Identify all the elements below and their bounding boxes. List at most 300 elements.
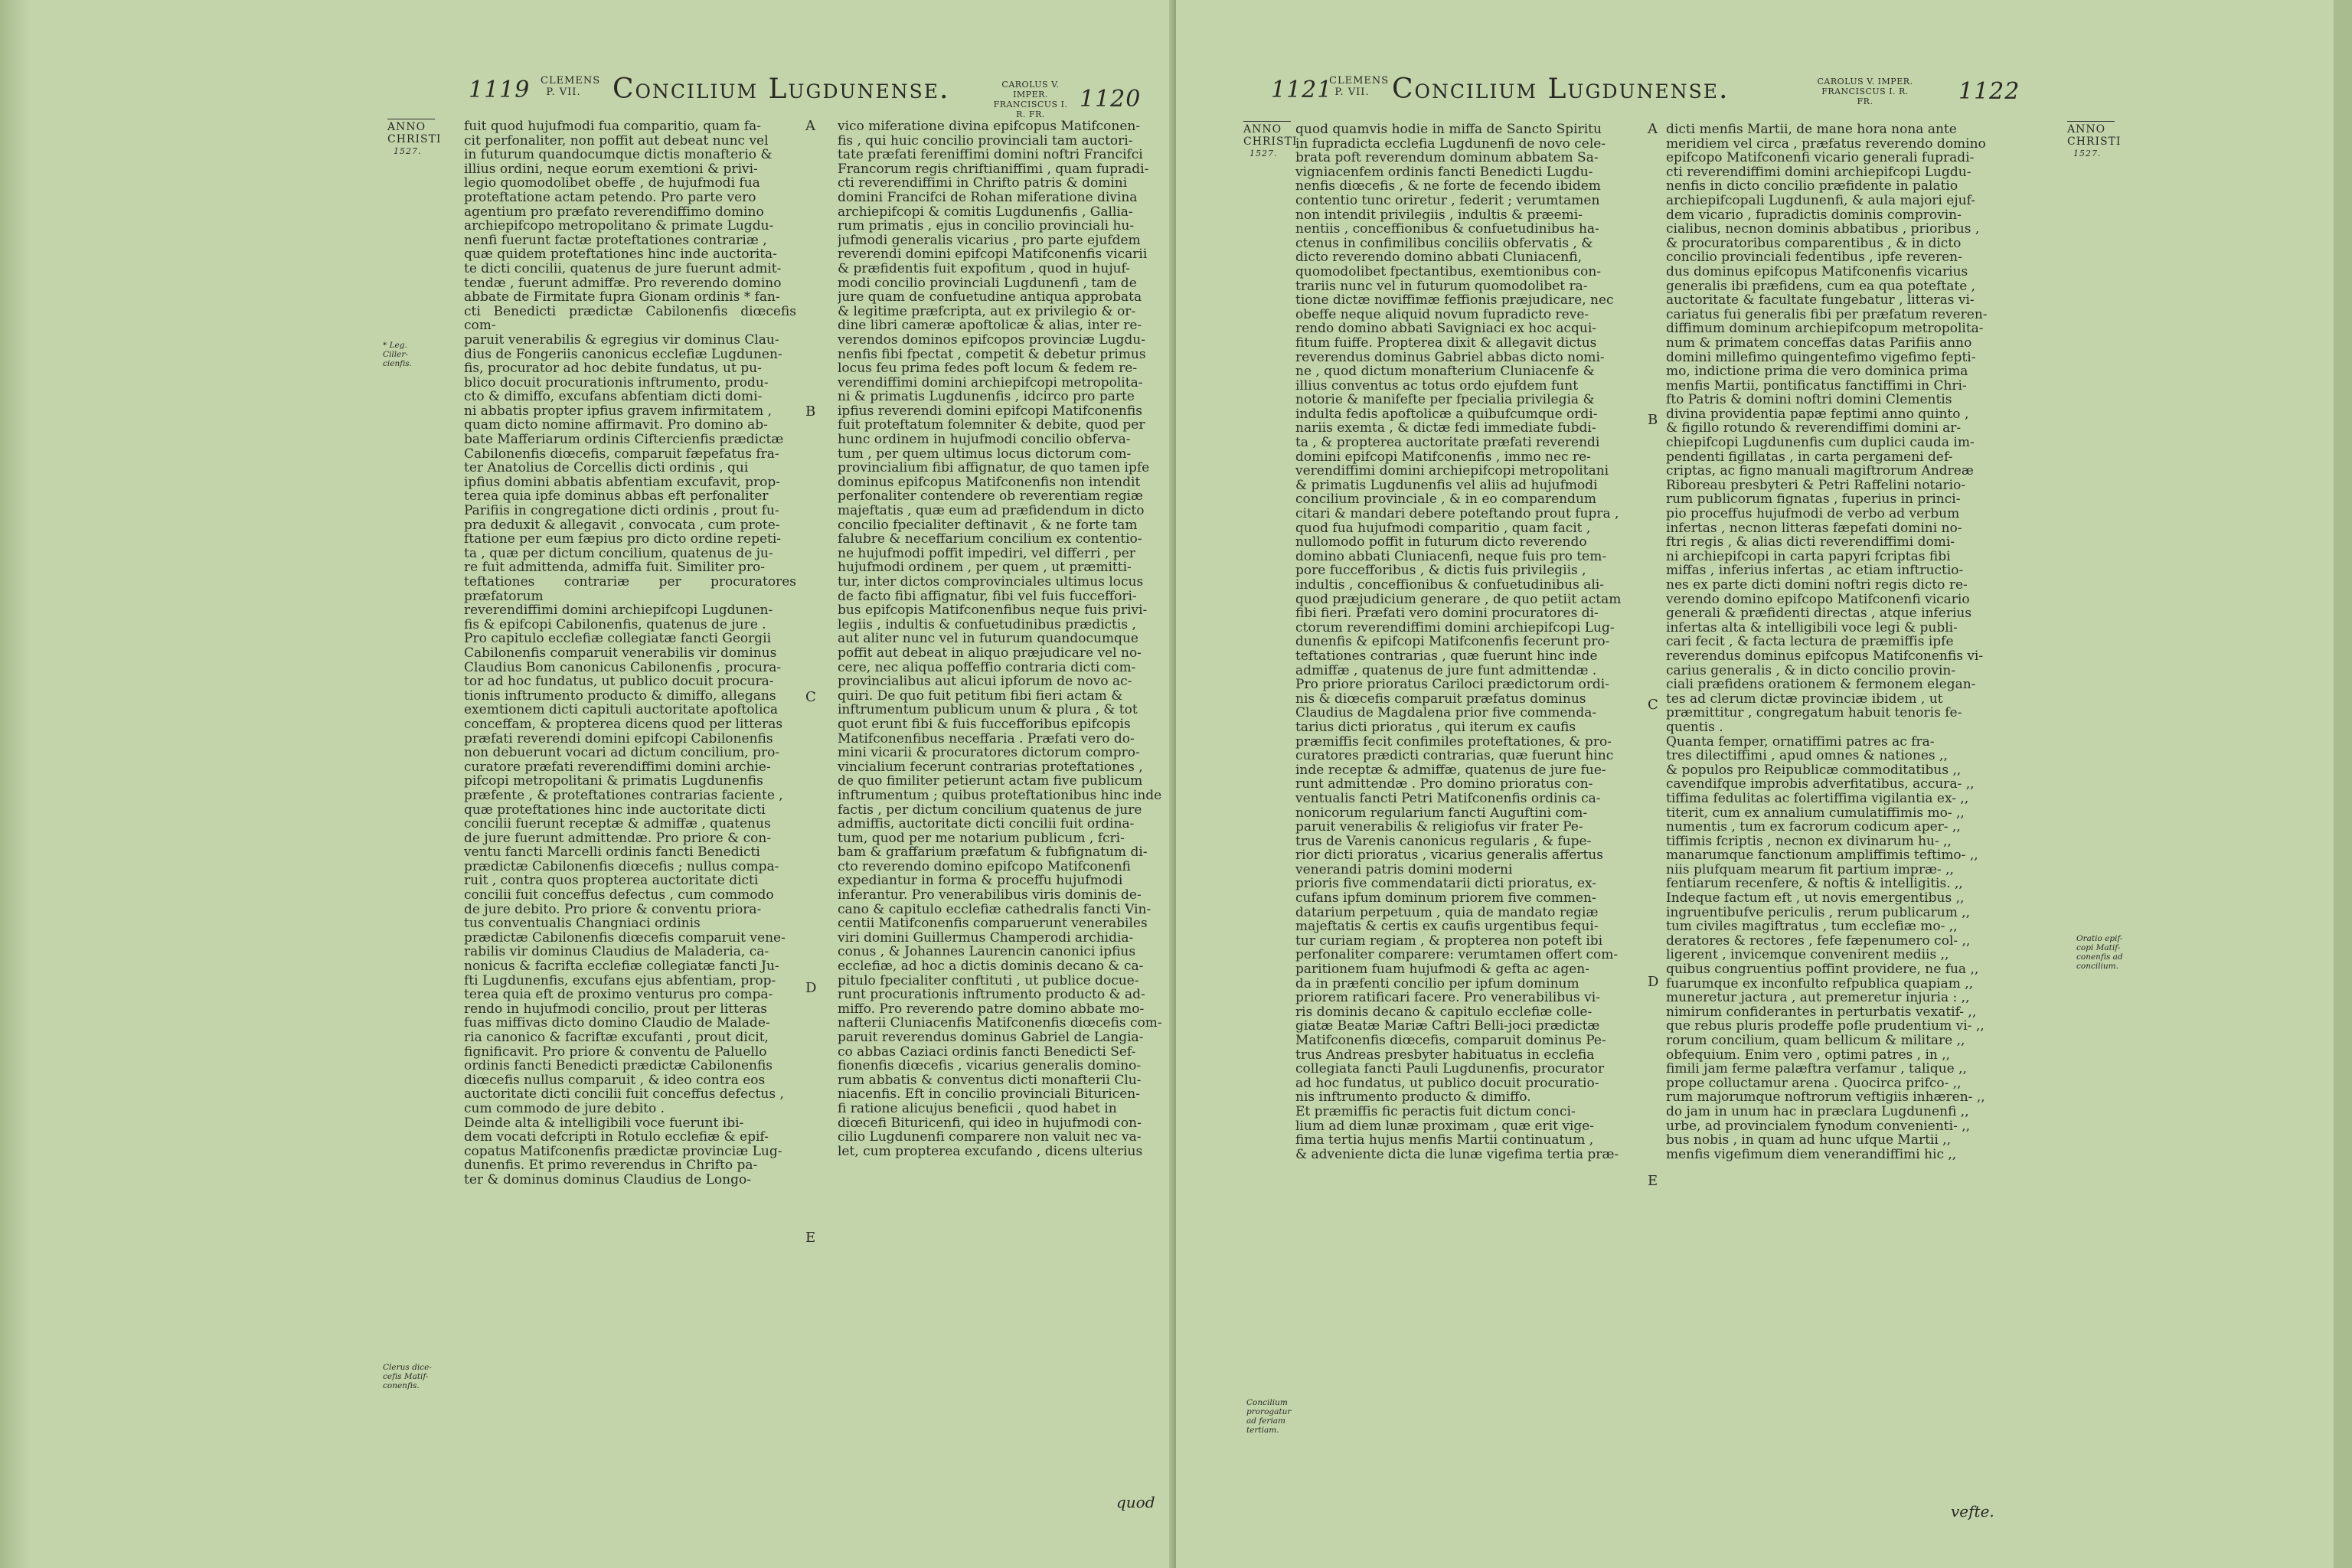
text-line: ordinis fancti Benedicti prædictæ Cabilonenfis [464, 1058, 773, 1074]
text-line: archiepifcopo metropolitano & primate Lugdu- [464, 218, 774, 234]
text-line: falubre & neceffarium concilium ex contentio- [838, 531, 1142, 547]
text-line: obeffe neque aliquid novum fupradicto reve- [1295, 306, 1589, 322]
text-line: rum publicorum fignatas , fuperius in princi- [1666, 492, 1961, 508]
text-line: & procuratoribus comparentibus , & in dicto [1666, 235, 1962, 251]
text-line: tionis inftrumento producto & dimiffo, allegans [464, 688, 776, 704]
text-line: rum abbatis & conventus dicti monafterii Clu- [838, 1072, 1142, 1088]
text-line: diœcefis nullus comparuit , & ideo contra eos [464, 1072, 766, 1088]
text-line: dem vicario , fupradictis dominis comprovin- [1666, 207, 1962, 223]
text-line: vincialium fecerunt contrarias proteftationes , [838, 759, 1143, 775]
text-line: nenfis diœcefis , & ne forte de fecendo ibidem [1295, 178, 1601, 194]
text-line: divina providentia papæ feptimi anno quinto , [1666, 406, 1969, 422]
text-line: conceffam, & propterea dicens quod per litteras [464, 716, 783, 732]
text-line: terea quia eft de proximo venturus pro compa- [464, 987, 773, 1003]
text-line: modi concilio provinciali Lugdunenfi , tam de [838, 275, 1137, 291]
text-line: Francorum regis chriftianiffimi , quam fupradi- [838, 161, 1149, 177]
text-line: provincialium fibi affignatur, de quo tamen ipfe [838, 460, 1150, 476]
left-margin-note-1: * Leg. Ciller-cienfis. [383, 341, 412, 368]
text-line: miffas , inferius infertas , ac etiam inftructio- [1666, 563, 1964, 579]
text-line: niis plufquam mearum fit partium impræ- ,, [1666, 861, 1954, 877]
anno-year: 1527. [394, 146, 422, 156]
text-line: carius generalis , & in dicto concilio provin- [1666, 662, 1956, 678]
text-line: ftatione per eum fæpius pro dicto ordine repeti- [464, 531, 782, 547]
text-line: reverendiffimi domini archiepifcopi Lugdunen- [464, 603, 773, 619]
text-line: dominus epifcopus Matifconenfis non intendit [838, 474, 1141, 490]
text-line: abbate de Firmitate fupra Gionam ordinis * fan- [464, 289, 780, 305]
text-line: curatores prædicti contrarias, quæ fuerunt hinc [1295, 748, 1614, 764]
text-line: admiffis, auctoritate dicti concilii fuit ordina- [838, 816, 1135, 832]
text-line: diffimum dominum archiepifcopum metropolita- [1666, 321, 1984, 337]
text-line: admiffæ , quatenus de jure funt admittendæ . [1295, 662, 1597, 678]
right-running-head [1176, 75, 2352, 113]
text-line: Deinde alta & intelligibili voce fuerunt ibi- [464, 1115, 744, 1131]
text-line: pendenti figillatas , in carta pergameni def- [1666, 449, 1953, 465]
text-line: perfonaliter contendere ob reverentiam regiæ [838, 488, 1143, 505]
text-line: runt procurationis inftrumento producto & ad- [838, 987, 1145, 1003]
text-line: nes ex parte dicti domini noftri regis dicto re- [1666, 577, 1968, 593]
left-column-1 [464, 119, 796, 1482]
text-line: reverendus dominus epifcopus Matifconenfis vi- [1666, 648, 1984, 664]
page-edge [2334, 0, 2352, 1568]
text-line: quot erunt fibi & fuis fuccefforibus epifcopis [838, 716, 1131, 732]
text-line: ris dominis decano & capitulo ecclefiæ colle- [1295, 1004, 1592, 1020]
text-line: nariis exemta , & dictæ fedi immediate fubdi- [1295, 420, 1596, 436]
text-line: aut aliter nunc vel in futurum quandocumque [838, 631, 1138, 647]
text-line: concilio provinciali fedentibus , ipfe reveren- [1666, 250, 1962, 266]
text-line: que rebus pluris prodeffe pofle prudentium vi- ,, [1666, 1018, 1984, 1034]
text-line: agentium pro præfato reverendiffimo domino [464, 204, 764, 220]
text-line: num & primatem conceffas datas Parifiis anno [1666, 335, 1972, 351]
text-line: nenfi fuerunt factæ proteftationes contrariæ , [464, 232, 767, 248]
text-line: quentis . [1666, 719, 1723, 735]
text-line: rorum concilium, quam bellicum & militare ,, [1666, 1033, 1965, 1048]
text-line: tres dilectiffimi , apud omnes & nationes ,, [1666, 748, 1948, 764]
text-line: infertas alta & intelligibili voce legi & publi- [1666, 619, 1958, 635]
text-line: dine libri cameræ apoftolicæ & alias, inter re- [838, 318, 1142, 334]
page-edge-shadow [0, 0, 31, 1568]
text-line: ni abbatis propter ipfius gravem infirmitatem , [464, 403, 773, 419]
text-line: ni & primatis Lugdunenfis , idcirco pro parte [838, 389, 1135, 405]
right-section-letter-c: C [1648, 697, 1658, 713]
text-line: reverendus dominus Gabriel abbas dicto nomi- [1295, 349, 1605, 365]
text-line: fis , qui huic concilio provinciali tam auctori- [838, 132, 1133, 149]
text-line: Quanta femper, ornatiffimi patres ac fra- [1666, 733, 1935, 750]
text-line: lium ad diem lunæ proximam , quæ erit vige- [1295, 1118, 1595, 1134]
text-line: Cabilonenfis comparuit venerabilis vir dominus [464, 645, 777, 661]
text-line: in fupradicta ecclefia Lugdunenfi de novo cele- [1295, 136, 1606, 152]
text-line: poffit aut debeat in aliquo præjudicare vel no- [838, 645, 1142, 661]
text-line: Matifconenfis diœcefis, comparuit dominus Pe- [1295, 1033, 1606, 1048]
right-page-number: 1121 [1271, 77, 1333, 103]
left-running-head [0, 74, 1176, 119]
text-line: quæ proteftationes hinc inde auctoritate dicti [464, 802, 766, 818]
text-line: de facto fibi affignatur, fibi vel fuis fucceffori- [838, 588, 1137, 604]
left-column-2 [838, 119, 1187, 1490]
text-line: dius de Fongeriis canonicus ecclefiæ Lugdunen- [464, 346, 782, 362]
text-line: provincialibus aut alicui ipforum de novo ac- [838, 674, 1132, 690]
text-line: cto reverendo domino epifcopo Matifconenfi [838, 858, 1131, 874]
text-line: venerandi patris domini moderni [1295, 861, 1513, 877]
christi-label: CHRISTI [2067, 136, 2122, 148]
text-line: præmittitur , congregatum habuit tenoris fe- [1666, 705, 1962, 721]
text-line: concilio fpecialiter deftinavit , & ne forte tam [838, 517, 1138, 533]
right-ruler-name: CAROLUS V. IMPER. [1817, 77, 1913, 87]
text-line: generalis ibi præfidens, cum ea qua poteftate , [1666, 278, 1976, 294]
text-line: in futurum quandocumque dictis monafterio & [464, 147, 773, 163]
text-line: Cabilonenfis diœcefis, comparuit fæpefatus fra- [464, 446, 779, 462]
text-line: concilium provinciale , & in eo comparendum [1295, 492, 1597, 508]
text-line: contentio tunc oriretur , federit ; verumtamen [1295, 192, 1600, 208]
text-line: ventualis fancti Petri Matifconenfis ordinis ca- [1295, 790, 1601, 806]
text-line: fentiarum recenfere, & noftis & intelligitis. ,, [1666, 876, 1963, 892]
text-line: tiffimis fcriptis , necnon ex divinarum hu- ,, [1666, 833, 1952, 849]
text-line: majeftatis & certis ex caufis urgentibus fequi- [1295, 919, 1599, 935]
left-ruler [989, 80, 1072, 119]
text-line: tor ad hoc fundatus, ut publico docuit procura- [464, 674, 774, 690]
text-line: ne hujufmodi poffit impediri, vel differri , per [838, 545, 1135, 561]
text-line: reverendi domini epifcopi Matifconenfis vicarii [838, 247, 1148, 263]
right-ruler [1816, 77, 1914, 106]
text-line: archiepifcopali Lugdunenfi, & aula majori ejuf- [1666, 192, 1975, 208]
text-line: verendiffimi domini archiepifcopi metropolitani [1295, 463, 1609, 479]
text-line: hujufmodi ordinem , per quem , ut præmitti- [838, 560, 1132, 576]
text-line: fignificavit. Pro priore & conventu de Paluello [464, 1044, 767, 1060]
left-page-number: 1119 [469, 77, 531, 103]
text-line: numentis , tum ex facrorum codicum aper- ,, [1666, 819, 1961, 835]
text-line: tus conventualis Changniaci ordinis [464, 916, 701, 932]
text-line: præfati reverendi domini epifcopi Cabilonenfis [464, 730, 773, 746]
text-line: proteftatione actam petendo. Pro parte vero [464, 189, 756, 205]
text-line: cit perfonaliter, non poffit aut debeat nunc vel [464, 132, 769, 149]
text-line: dicti menfis Martii, de mane hora nona ante [1666, 122, 1957, 137]
text-line: manarumque fanctionum ampliffimis teftimo- ,, [1666, 848, 1978, 864]
text-line: criptas, ac figno manuali magiftrorum Andreæ [1666, 463, 1974, 479]
text-line: Pro priore prioratus Cariloci prædictorum ordi- [1295, 677, 1609, 693]
text-line: verendos dominos epifcopos provinciæ Lugdu- [838, 332, 1145, 348]
text-line: bus epifcopis Matifconenfibus neque fuis privi- [838, 603, 1148, 619]
text-line: epifcopo Matifconenfi vicario generali fupradi- [1666, 150, 1975, 166]
text-line: nonicorum regularium fancti Auguftini com- [1295, 805, 1588, 821]
christi-label: CHRISTI [1243, 136, 1298, 148]
text-line: nis inftrumento producto & dimiffo. [1295, 1089, 1531, 1106]
text-line: fimili jam ferme palæftra verfamur , talique ,, [1666, 1061, 1967, 1077]
right-page [1176, 0, 2352, 1568]
text-line: fto Patris & domini noftri domini Clementis [1666, 392, 1952, 408]
text-line: factis , per dictum concilium quatenus de jure [838, 802, 1142, 818]
text-line: cano & capitulo ecclefiæ cathedralis fancti Vin- [838, 901, 1152, 917]
text-line: pitulo fpecialiter conftituti , ut publice docue- [838, 972, 1139, 988]
left-anno-christi [387, 119, 441, 158]
text-line: auctoritate dicti concilii fuit conceffus defectus , [464, 1086, 784, 1102]
text-line: fitum fuiffe. Propterea dixit & allegavit dictus [1295, 335, 1597, 351]
right-catchword: vefte. [1951, 1502, 1994, 1521]
text-line: quiri. De quo fuit petitum fibi fieri actam & [838, 688, 1123, 704]
text-line: dus dominus epifcopus Matifconenfis vicarius [1666, 263, 1968, 279]
text-line: nullomodo poffit in futurum dicto reverendo [1295, 534, 1587, 550]
text-line: pra deduxit & allegavit , convocata , cum prote- [464, 517, 780, 533]
text-line: dunenfis. Et primo reverendus in Chrifto pa- [464, 1158, 758, 1174]
text-line: legio quomodolibet obeffe , de hujufmodi fua [464, 175, 760, 191]
text-line: & legitime præfcripta, aut ex privilegio & or- [838, 303, 1136, 319]
text-line: dicto reverendo domino abbati Cluniacenfi, [1295, 250, 1582, 266]
text-line: fti Lugdunenfis, excufans ejus abfentiam, prop- [464, 972, 776, 988]
text-line: ad hoc fundatus, ut publico docuit procuratio- [1295, 1075, 1599, 1091]
text-line: nentiis , conceffionibus & confuetudinibus ha- [1295, 221, 1599, 237]
right-section-letter-d: D [1648, 974, 1659, 990]
text-line: legiis , indultis & confuetudinibus prædictis , [838, 616, 1136, 632]
text-line: bam & graffarium præfatum & fubfignatum di- [838, 844, 1148, 861]
text-line: teftationes contrarias , quæ fuerunt hinc inde [1295, 648, 1598, 664]
text-line: Claudius de Magdalena prior five commenda- [1295, 705, 1597, 721]
text-line: trus de Varenis canonicus regularis , & fupe- [1295, 833, 1592, 849]
text-line: quam dicto nomine affirmavit. Pro domino ab- [464, 417, 768, 433]
right-margin-note-2: Concilium prorogatur ad feriam tertiam. [1246, 1398, 1292, 1435]
text-line: miffo. Pro reverendo patre domino abbate mo- [838, 1001, 1145, 1017]
christi-label: CHRISTI [387, 133, 442, 145]
right-ruler-sub: FRANCISCUS I. R. FR. [1821, 87, 1909, 106]
text-line: ctenus in confimilibus conciliis obfervatis , & [1295, 235, 1593, 251]
right-column-1 [1295, 122, 1643, 1508]
text-line: nonicus & facrifta ecclefiæ collegiatæ fancti Ju- [464, 959, 779, 975]
text-line: ipfius domini abbatis abfentiam excufavit, prop- [464, 474, 780, 490]
text-line: vigniacenfem ordinis fancti Benedicti Lugdu- [1295, 164, 1593, 180]
text-line: indultis , conceffionibus & confuetudinibus ali- [1295, 577, 1604, 593]
text-line: curatore præfati reverendiffimi domini archie- [464, 759, 771, 775]
text-line: fuit proteftatum folemniter & debite, quod per [838, 417, 1145, 433]
text-line: illius conventus ac totus ordo ejufdem funt [1295, 377, 1579, 394]
text-line: ingruentibufve periculis , rerum publicarum ,, [1666, 904, 1971, 920]
text-line: fuit quod hujufmodi fua comparitio, quam fa- [464, 119, 761, 134]
text-line: ctorum reverendiffimi domini archiepifcopi Lug- [1295, 619, 1615, 635]
anno-rule [1243, 121, 1291, 122]
text-line: quod quamvis hodie in miffa de Sancto Spiritu [1295, 122, 1602, 137]
text-line: Indeque factum eft , ut novis emergentibus ,, [1666, 890, 1965, 906]
text-line: trus Andreas presbyter habituatus in ecclefia [1295, 1047, 1595, 1063]
text-line: ruit , contra quos propterea auctoritate dicti [464, 873, 759, 889]
text-line: giatæ Beatæ Mariæ Caftri Belli-joci prædictæ [1295, 1018, 1600, 1034]
text-line: expediantur in forma & proceffu hujufmodi [838, 873, 1123, 889]
text-line: let, cum propterea excufando , dicens ulterius [838, 1143, 1143, 1159]
text-line: cufans ipfum dominum priorem five commen- [1295, 890, 1596, 906]
text-line: terea quia ipfe dominus abbas eft perfonaliter [464, 488, 769, 505]
text-line: tendæ , fuerunt admiffæ. Pro reverendo domino [464, 275, 782, 291]
text-line: obfequium. Enim vero , optimi patres , in ,, [1666, 1047, 1951, 1063]
text-line: nimirum confiderantes in perturbatis vexatif- ,, [1666, 1004, 1977, 1020]
text-line: Et præmiffis fic peractis fuit dictum conci- [1295, 1103, 1576, 1119]
text-line: priorem ratificari facere. Pro venerabilibus vi- [1295, 990, 1600, 1006]
left-page-number-2: 1120 [1080, 86, 1142, 113]
text-line: ter & dominus dominus Claudius de Longo- [464, 1171, 751, 1187]
text-line: de quo fimiliter petierunt actam five publicum [838, 773, 1143, 789]
text-line: chiepifcopi Lugdunenfis cum duplici cauda im- [1666, 435, 1975, 451]
text-line: bus nobis , in quam ad hunc ufque Martii ,, [1666, 1132, 1951, 1148]
text-line: inftrumentum ; quibus proteftationibus hinc inde [838, 787, 1162, 803]
text-line: nenfis in dicto concilio præfidente in palatio [1666, 178, 1958, 194]
left-title: Concilium Lugdunense. [612, 74, 950, 105]
text-line: paruit reverendus dominus Gabriel de Langia- [838, 1030, 1144, 1045]
text-line: Pro capitulo ecclefiæ collegiatæ fancti Georgii [464, 631, 772, 647]
left-author [541, 75, 601, 98]
text-line: blico docuit procurationis inftrumento, produ- [464, 374, 769, 390]
text-line: tum civiles magiftratus , tum ecclefiæ mo- ,, [1666, 919, 1958, 935]
right-section-letter-b: B [1648, 412, 1658, 428]
text-line: urbe, ad provincialem fynodum convenienti- ,, [1666, 1118, 1971, 1134]
text-line: pifcopi metropolitani & primatis Lugdunenfis [464, 773, 763, 789]
left-section-letter-a: A [805, 118, 815, 134]
text-line: meridiem vel circa , præfatus reverendo domino [1666, 136, 1986, 152]
text-line: tum, quod per me notarium publicum , fcri- [838, 830, 1125, 846]
text-line: runt admittendæ . Pro domino prioratus con- [1295, 776, 1593, 792]
text-line: ria canonico & facriftæ excufanti , prout dicit, [464, 1030, 769, 1045]
text-line: pio proceffus hujufmodi de verbo ad verbum [1666, 506, 1960, 522]
text-line: tum , per quem ultimus locus dictorum com- [838, 446, 1132, 462]
text-line: & adveniente dicta die lunæ vigefima tertia præ- [1295, 1146, 1619, 1162]
text-line: notorie & manifefte per fpecialia privilegia & [1295, 392, 1595, 408]
text-line: Riboreau presbyteri & Petri Raffelini notario- [1666, 477, 1966, 493]
text-line: ftri regis , & alias dicti reverendiffimi domi- [1666, 534, 1955, 550]
text-line: paritionem fuam hujufmodi & gefta ac agen- [1295, 962, 1589, 978]
text-line: cum commodo de jure debito . [464, 1100, 665, 1116]
text-line: paruit venerabilis & religiofus vir frater Pe- [1295, 819, 1583, 835]
text-line: tione dictæ noviffimæ feffionis præjudicare, nec [1295, 292, 1614, 309]
text-line: tate præfati fereniffimi domini noftri Francifci [838, 147, 1143, 163]
text-line: cti Benedicti prædictæ Cabilonenfis diœcefis com- [464, 303, 796, 334]
text-line: quomodolibet fpectantibus, exemtionibus con- [1295, 263, 1602, 279]
text-line: Claudius Bom canonicus Cabilonenfis , procura- [464, 659, 782, 675]
text-line: brata poft reverendum dominum abbatem Sa- [1295, 150, 1599, 166]
text-line: illius ordini, neque eorum exemtioni & privi- [464, 161, 758, 177]
text-line: concilii fuerunt receptæ & admiffæ , quatenus [464, 816, 771, 832]
text-line: verendiffimi domini archiepifcopi metropolita- [838, 374, 1143, 390]
text-line: verendo domino epifcopo Matifconenfi vicario [1666, 591, 1970, 607]
text-line: dunenfis & epifcopi Matifconenfis fecerunt pro- [1295, 634, 1610, 650]
text-line: exemtionem dicti capituli auctoritate apoftolica [464, 702, 779, 718]
right-author-sub: P. VII. [1334, 87, 1370, 98]
text-line: fis, procurator ad hoc debite fundatus, ut pu- [464, 361, 762, 377]
text-line: cto & dimiffo, excufans abfentiam dicti domi- [464, 389, 763, 405]
text-line: perfonaliter comparere: verumtamen offert com- [1295, 947, 1619, 963]
text-line: ventu fancti Marcelli ordinis fancti Benedicti [464, 844, 760, 861]
anno-label: ANNO [1243, 123, 1282, 136]
text-line: tiffima fedulitas ac folertiffima vigilantia ex- ,, [1666, 790, 1969, 806]
left-catchword: quod [1116, 1493, 1155, 1511]
text-line: non intendit privilegiis , indultis & præemi- [1295, 207, 1583, 223]
text-line: fuas miffivas dicto domino Claudio de Malade- [464, 1015, 770, 1031]
text-line: hunc ordinem in hujufmodi concilio obferva- [838, 432, 1131, 448]
right-margin-note-1: Oratio epif-copi Matif-conenfis ad concilium. [2076, 934, 2123, 971]
text-line: prope colluctamur arena . Quocirca prifco- ,, [1666, 1075, 1962, 1091]
right-section-letter-e: E [1648, 1173, 1658, 1189]
left-ruler-name: CAROLUS V. IMPER. [1001, 80, 1060, 100]
text-line: rior dicti prioratus , vicarius generalis affertus [1295, 848, 1603, 864]
right-page-number-2: 1122 [1958, 78, 2020, 105]
text-line: jufmodi generalis vicarius , pro parte ejufdem [838, 232, 1141, 248]
left-author-name: CLEMENS [541, 75, 601, 87]
text-line: indulta fedis apoftolicæ a quibufcumque ordi- [1295, 406, 1598, 422]
text-line: præfente , & proteftationes contrarias faciente , [464, 787, 783, 803]
text-line: Parifiis in congregatione dicti ordinis , prout fu- [464, 503, 779, 519]
text-line: domini epifcopi Matifconenfis , immo nec re- [1295, 449, 1591, 465]
text-line: inftrumentum publicum unum & plura , & tot [838, 702, 1138, 718]
text-line: prædictæ Cabilonenfis diœcefis comparuit vene- [464, 929, 786, 946]
text-line: ter Anatolius de Corcellis dicti ordinis , qui [464, 460, 749, 476]
right-column-2 [1666, 122, 2053, 1501]
text-line: conus , & Johannes Laurencin canonici ipfius [838, 944, 1136, 960]
text-line: non debuerunt vocari ad dictum concilium, pro- [464, 745, 780, 761]
text-line: & populos pro Reipublicæ commoditatibus ,, [1666, 762, 1962, 778]
text-line: archiepifcopi & comitis Lugdunenfis , Gallia- [838, 204, 1133, 220]
text-line: concilii fuit conceffus defectus , cum commodo [464, 887, 774, 903]
text-line: trariis nunc vel in futurum quomodolibet ra- [1295, 278, 1588, 294]
text-line: quibus congruentius poffint providere, ne fua ,, [1666, 962, 1979, 978]
text-line: ta , & propterea auctoritate præfati reverendi [1295, 435, 1600, 451]
text-line: cavendifque improbis adverfitatibus, accura- ,, [1666, 776, 1975, 792]
right-author [1329, 75, 1390, 98]
text-line: quod præjudicium generare , de quo petiit actam [1295, 591, 1622, 607]
text-line: rum primatis , ejus in concilio provinciali hu- [838, 218, 1135, 234]
text-line: ta , quæ per dictum concilium, quatenus de ju- [464, 545, 773, 561]
text-line: fis & epifcopi Cabilonenfis, quatenus de jure . [464, 616, 766, 632]
text-line: tur curiam regiam , & propterea non poteft ibi [1295, 933, 1603, 949]
text-line: datarium perpetuum , quia de mandato regiæ [1295, 904, 1599, 920]
left-margin-note-2: Clerus dice-cefis Matif-conenfis. [383, 1363, 432, 1390]
text-line: fima tertia hujus menfis Martii continuatum , [1295, 1132, 1594, 1148]
right-anno-christi-outer [2067, 121, 2121, 160]
text-line: rendo in hujufmodi concilio, prout per litteras [464, 1001, 767, 1017]
text-line: co abbas Caziaci ordinis fancti Benedicti Sef- [838, 1044, 1136, 1060]
text-line: ni archiepifcopi in carta papyri fcriptas fibi [1666, 548, 1951, 564]
text-line: quæ quidem proteftationes hinc inde auctorita- [464, 247, 777, 263]
left-section-letter-e: E [805, 1230, 816, 1246]
text-line: nis & diœcefis comparuit præfatus dominus [1295, 691, 1586, 707]
text-line: generali & præfidenti directas , atque inferius [1666, 606, 1972, 622]
anno-year: 1527. [1250, 149, 1278, 158]
text-line: collegiata fancti Pauli Lugdunenfis, procurator [1295, 1061, 1605, 1077]
text-line: fuarumque ex inconfulto refpublica quapiam ,, [1666, 975, 1974, 991]
text-line: nenfis fibi fpectat , competit & debetur primus [838, 346, 1146, 362]
text-line: inde receptæ & admiffæ, quatenus de jure fue- [1295, 762, 1606, 778]
text-line: tarius dicti prioratus , qui iterum ex caufis [1295, 719, 1576, 735]
text-line: rum majorumque noftrorum veftigiis inhæren- ,, [1666, 1089, 1985, 1106]
text-line: menfis vigefimum diem venerandiffimi hic ,, [1666, 1146, 1957, 1162]
text-line: mo, indictione prima die vero dominica prima [1666, 364, 1968, 380]
text-line: ecclefiæ, ad hoc a dictis dominis decano & ca- [838, 959, 1144, 975]
text-line: quod fua hujufmodi comparitio , quam facit , [1295, 520, 1591, 536]
text-line: centii Matifconenfis comparuerunt venerabiles [838, 916, 1148, 932]
text-line: auctoritate & facultate fungebatur , litteras vi- [1666, 292, 1975, 309]
text-line: cti reverendiffimi in Chrifto patris & domini [838, 175, 1128, 191]
text-line: bate Mafferiarum ordinis Ciftercienfis prædictæ [464, 432, 784, 448]
right-title: Concilium Lugdunense. [1392, 74, 1730, 105]
text-line: re fuit admittenda, admiffa fuit. Similiter pro- [464, 560, 766, 576]
text-line: da in præfenti concilio per ipfum dominum [1295, 975, 1579, 991]
text-line: titerit, cum ex annalium cumulatiffimis mo- ,, [1666, 805, 1965, 821]
text-line: deratores & rectores , fefe fæpenumero col- ,, [1666, 933, 1971, 949]
text-line: domini Francifci de Rohan miferatione divina [838, 189, 1138, 205]
text-line: cti reverendiffimi domini archiepifcopi Lugdu- [1666, 164, 1971, 180]
text-line: cariatus fui generalis fibi per præfatum reveren- [1666, 306, 1988, 322]
anno-year: 1527. [2073, 149, 2102, 158]
text-line: mini vicarii & procuratores dictorum compro- [838, 745, 1140, 761]
text-line: dem vocati defcripti in Rotulo ecclefiæ & epif- [464, 1129, 769, 1145]
anno-rule [2067, 121, 2115, 122]
text-line: præmiffis fecit confimiles proteftationes, & pro- [1295, 733, 1612, 750]
text-line: tur, inter dictos comprovinciales ultimus locus [838, 574, 1144, 590]
text-line: cari fecit , & facta lectura de præmiffis ipfe [1666, 634, 1954, 650]
anno-label: ANNO [2067, 123, 2106, 136]
text-line: jure quam de confuetudine antiqua approbata [838, 289, 1142, 305]
text-line: rendo domino abbati Savigniaci ex hoc acqui- [1295, 321, 1597, 337]
